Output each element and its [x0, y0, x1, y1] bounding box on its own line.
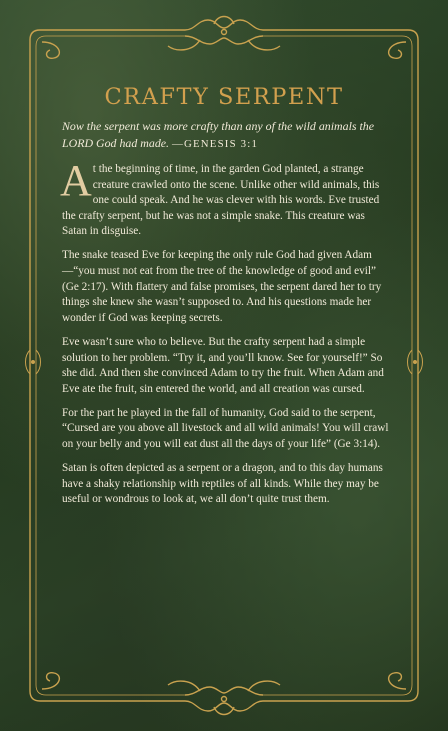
paragraph-4: For the part he played in the fall of humanity, God said to the serpent, “Cursed are you above all livestock and all wild animals! You will crawl on your belly and you will eat dust all the days of your life” (Ge 3:14).	[62, 406, 389, 450]
epigraph	[62, 118, 392, 153]
page-title: CRAFTY SERPENT	[104, 84, 344, 110]
paragraph-1	[60, 156, 392, 240]
epigraph-citation: —GENESIS 3:1	[172, 138, 259, 150]
content-column	[62, 118, 392, 516]
paragraph-5: Satan is often depicted as a serpent or a dragon, and to this day humans have a shaky relationship with reptiles of all kinds. While they may be useful or wondrous to look at, we all don’t quite trust them.	[62, 462, 383, 506]
paragraph-3: Eve wasn’t sure who to believe. But the crafty serpent had a simple solution to her problem. “Try it, and you’ll know. See for yourself!” So she did. And then she convinced Adam to try the fruit. When Adam and Eve ate the fruit, sin entered the world, and all creation was cursed.	[62, 335, 384, 395]
epigraph-text: Now the serpent was more crafty than any of the wild animals the LORD God had made.	[62, 119, 374, 150]
paragraph-2: The snake teased Eve for keeping the only rule God had given Adam—“you must not eat from the tree of the knowledge of good and evil” (Ge 2:17). With flattery and false promises, the serpent dared her to try things she knew she wasn’t supposed to. And his questions made her wonder if God was keeping secrets.	[62, 249, 382, 324]
drop-cap: A	[60, 156, 92, 205]
paragraph-1-text: t the beginning of time, in the garden God planted, a strange creature crawled onto the scene. Unlike other wild animals, this one could speak. And he was clever with his words. Eve trusted the crafty serpent, but he was not a simple snake. This creature was Satan in disguise.	[62, 163, 380, 238]
